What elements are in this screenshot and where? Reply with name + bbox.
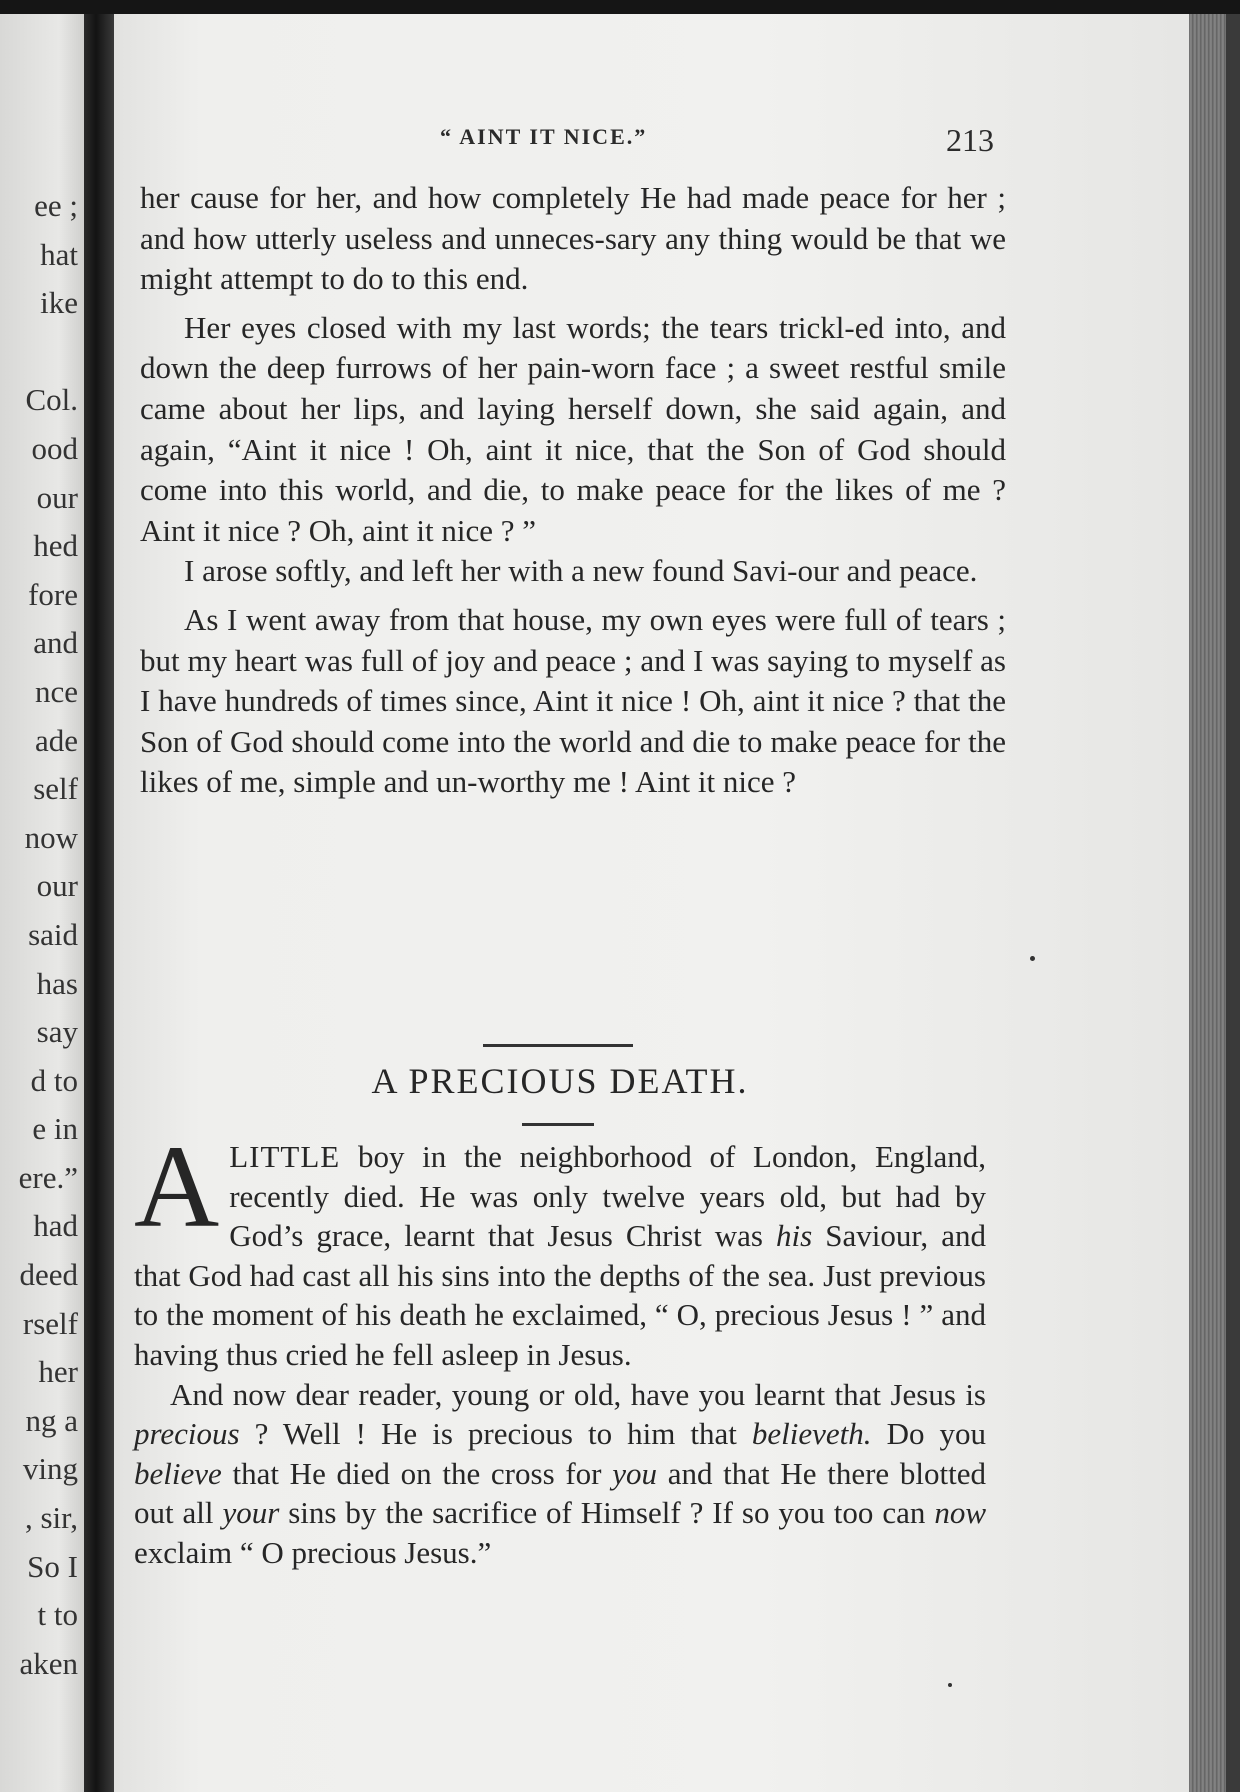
paragraph: As I went away from that house, my own eyes were full of tears ; but my heart was full of joy and peace ; and I was saying to myself as I have hundreds of times since, Aint it nice ! Oh, aint it nice ? that the Son of God should come into the world and die to make peace for the likes of me, simple and un-worthy me ! Aint it nice ?: [140, 601, 1006, 800]
emphasis: now: [934, 1495, 986, 1531]
facing-page-line: ere.”: [18, 1159, 78, 1195]
facing-page-line: Col.: [25, 382, 78, 418]
facing-page-line: hed: [33, 528, 78, 564]
facing-page-line: our: [36, 479, 78, 515]
emphasis: your: [222, 1495, 280, 1531]
facing-page-line: ike: [40, 285, 78, 321]
facing-page-line: e in: [32, 1111, 78, 1147]
section-title: A PRECIOUS DEATH.: [371, 1061, 749, 1101]
facing-page-line: ee ;: [34, 188, 78, 223]
scan-border: [0, 0, 1240, 14]
text-run: Do you: [871, 1416, 987, 1452]
facing-page-line: So I: [27, 1548, 78, 1584]
emphasis: believeth.: [751, 1416, 872, 1452]
book-gutter: [84, 14, 114, 1792]
facing-page-line: had: [33, 1208, 78, 1244]
facing-page-line: our: [36, 868, 78, 904]
scan-speck: [948, 1683, 952, 1687]
facing-page-line: t to: [37, 1597, 78, 1633]
facing-page-line: aken: [19, 1645, 78, 1681]
text-run: and that He there blotted out all: [134, 1455, 986, 1531]
precious-death-story: [134, 1121, 987, 1573]
text-run: that He died on the cross for: [221, 1455, 613, 1491]
facing-page-line: said: [28, 916, 78, 952]
text-run: Saviour, and that God had cast all his sins into the depths of the sea. Just previous to the moment of his death he exclaimed, “ O, precious Jesus ! ” and having thus cried he fell asleep in Jesus.: [134, 1218, 986, 1372]
emphasis: you: [612, 1455, 657, 1491]
page-number: 213: [946, 122, 994, 158]
text-run: boy in the neighborhood of London, England, recently died. He was only twelve years old, but had by God’s grace, learnt that Jesus Christ was: [229, 1139, 986, 1254]
scan-speck: [1030, 956, 1035, 961]
paragraph: [134, 1375, 986, 1573]
paragraph: [134, 1121, 986, 1375]
facing-page-line: say: [36, 1014, 78, 1050]
facing-page-text: [19, 182, 78, 1688]
emphasis: his: [776, 1218, 813, 1254]
facing-page-line: [19, 328, 78, 377]
story-continuation: [140, 178, 1006, 803]
facing-page-line: rself: [22, 1305, 78, 1341]
facing-page-line: deed: [19, 1257, 78, 1293]
scan-edge: [1226, 14, 1240, 1792]
facing-page-line: ng a: [25, 1402, 78, 1438]
section-divider-bottom: [522, 1123, 594, 1126]
facing-page: [0, 14, 84, 1792]
facing-page-line: self: [33, 771, 78, 807]
facing-page-line: d to: [30, 1062, 78, 1098]
facing-page-line: ving: [22, 1451, 78, 1487]
paragraph: I arose softly, and left her with a new found Savi-our and peace.: [184, 553, 978, 589]
facing-page-line: fore: [28, 576, 78, 612]
facing-page-line: ood: [31, 430, 78, 466]
facing-page-line: now: [24, 819, 78, 855]
text-run: ? Well ! He is precious to him that: [239, 1416, 752, 1452]
emphasis: precious: [134, 1416, 240, 1452]
text-run: And now dear reader, young or old, have you learnt that Jesus is: [170, 1376, 986, 1412]
facing-page-line: and: [33, 625, 78, 661]
facing-page-line: hat: [40, 236, 78, 272]
text-run: exclaim “ O precious Jesus.”: [134, 1534, 492, 1570]
facing-page-line: ade: [34, 722, 78, 758]
drop-cap: A: [134, 1121, 220, 1252]
running-head: “ AINT IT NICE.”: [440, 124, 648, 149]
paragraph: her cause for her, and how completely He had made peace for her ; and how utterly useless and unneces-sary any thing would be that we might attempt to do to this end.: [140, 180, 1006, 297]
paragraph: Her eyes closed with my last words; the tears trickl-ed into, and down the deep furrows of her pain-worn face ; a sweet restful smile came about her lips, and laying herself down, she said again, and again, “Aint it nice ! Oh, aint it nice, that the Son of God should come into this world, and die, to make peace for the likes of me ? Aint it nice ? Oh, aint it nice ? ”: [140, 309, 1006, 548]
facing-page-line: , sir,: [24, 1500, 78, 1536]
section-divider-top: [483, 1044, 633, 1047]
facing-page-line: her: [38, 1354, 78, 1390]
emphasis: believe: [134, 1455, 222, 1491]
opening-word: LITTLE: [229, 1139, 341, 1174]
facing-page-line: nce: [34, 673, 78, 709]
text-run: sins by the sacrifice of Himself ? If so you too can: [279, 1495, 935, 1531]
facing-page-line: has: [36, 965, 78, 1001]
